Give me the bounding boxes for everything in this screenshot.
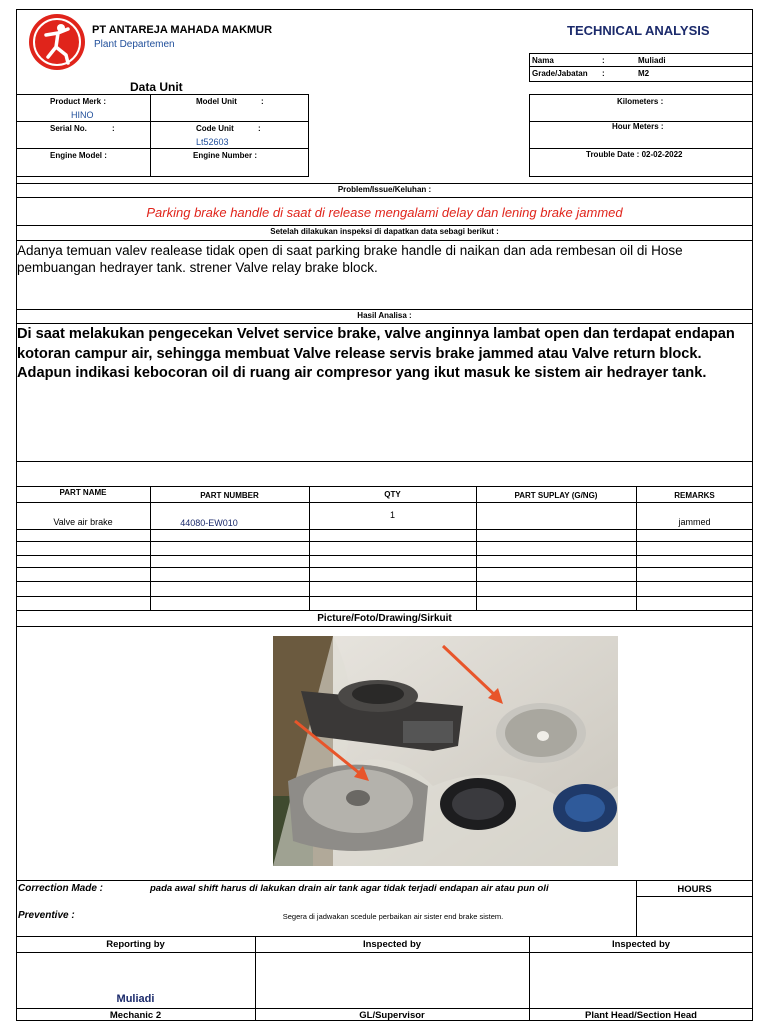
serial-no-label: Serial No.: [50, 124, 87, 133]
picture-header: Picture/Foto/Drawing/Sirkuit: [317, 613, 452, 624]
grade-label: Grade/Jabatan: [532, 69, 588, 78]
data-unit-title: Data Unit: [130, 80, 183, 94]
code-unit-label: Code Unit: [196, 124, 234, 133]
preventive-text: Segera di jadwakan scedule perbaikan air sister end brake sistem.: [282, 912, 504, 921]
col-part-number: PART NUMBER: [200, 491, 259, 500]
product-merk-value: HINO: [71, 110, 94, 120]
col-remarks: REMARKS: [674, 491, 715, 500]
problem-text: Parking brake handle di saat di release mengalami delay dan lening brake jammed: [146, 205, 623, 220]
engine-number-label: Engine Number :: [193, 151, 258, 160]
problem-header: Problem/Issue/Keluhan :: [337, 185, 432, 194]
engine-model-label: Engine Model :: [50, 151, 107, 160]
inspection-header: Setelah dilakukan inspeksi di dapatkan data sebagi berikut :: [270, 227, 499, 236]
col-part-name: PART NAME: [59, 488, 107, 497]
nama-label: Nama: [532, 56, 554, 65]
valve-parts-photo: [273, 636, 618, 866]
meter-grid: [529, 94, 753, 177]
serial-no-sep: :: [112, 124, 115, 133]
inspected-by-label-1: Inspected by: [362, 939, 422, 950]
nama-sep: :: [602, 56, 605, 65]
model-unit-label: Model Unit: [196, 97, 237, 106]
col-part-suplay: PART SUPLAY (G/NG): [514, 491, 598, 500]
data-unit-grid: [16, 94, 309, 177]
part-name-cell: Valve air brake: [53, 517, 113, 527]
role-mechanic: Mechanic 2: [109, 1010, 162, 1021]
trouble-date-label: Trouble Date : 02-02-2022: [586, 150, 683, 159]
analysis-header: Hasil Analisa :: [357, 311, 412, 320]
grade-sep: :: [602, 69, 605, 78]
parts-table: [16, 486, 753, 610]
company-name: PT ANTAREJA MAHADA MAKMUR: [92, 24, 273, 36]
role-plant-head: Plant Head/Section Head: [585, 1010, 697, 1021]
qty-cell: 1: [389, 510, 395, 520]
kilometers-label: Kilometers :: [617, 97, 664, 106]
logo-runner-icon: [28, 13, 86, 71]
remarks-cell: jammed: [678, 517, 711, 527]
company-logo: [28, 13, 86, 71]
reporting-by-label: Reporting by: [106, 939, 165, 950]
hour-meters-label: Hour Meters :: [612, 122, 664, 131]
reporter-name: Muliadi: [116, 993, 155, 1005]
product-merk-label: Product Merk :: [50, 97, 107, 106]
grade-value: M2: [638, 69, 650, 78]
correction-label: Correction Made :: [18, 883, 104, 894]
inspection-text: Adanya temuan valev realease tidak open di saat parking brake handle di naikan dan ada rembesan oil di Hose pembuangan hedrayer tank. strener Valve relay brake block.: [17, 243, 683, 275]
model-unit-sep: :: [261, 97, 264, 106]
part-number-cell: 44080-EW010: [180, 518, 238, 528]
page-title: TECHNICAL ANALYSIS: [567, 23, 710, 38]
col-qty: QTY: [384, 490, 401, 499]
preventive-label: Preventive :: [18, 910, 75, 921]
inspected-by-label-2: Inspected by: [611, 939, 671, 950]
valve-photo: [273, 636, 618, 866]
department-name: Plant Departemen: [94, 39, 175, 50]
nama-value: Muliadi: [638, 56, 666, 65]
code-unit-value: Lt52603: [196, 137, 229, 147]
hours-label: HOURS: [677, 884, 712, 895]
role-supervisor: GL/Supervisor: [359, 1010, 425, 1021]
code-unit-sep: :: [258, 124, 261, 133]
correction-text: pada awal shift harus di lakukan drain air tank agar tidak terjadi endapan air atau pun oli: [150, 883, 549, 894]
analysis-text: Di saat melakukan pengecekan Velvet service brake, valve anginnya lambat open dan terdapat endapan kotoran campur air, sehingga membuat Valve release servis brake jammed atau Valve return block. Adapun indikasi kebocoran oil di ruang air compresor yang ikut masuk ke sistem air hedrayer tank.: [17, 326, 735, 381]
